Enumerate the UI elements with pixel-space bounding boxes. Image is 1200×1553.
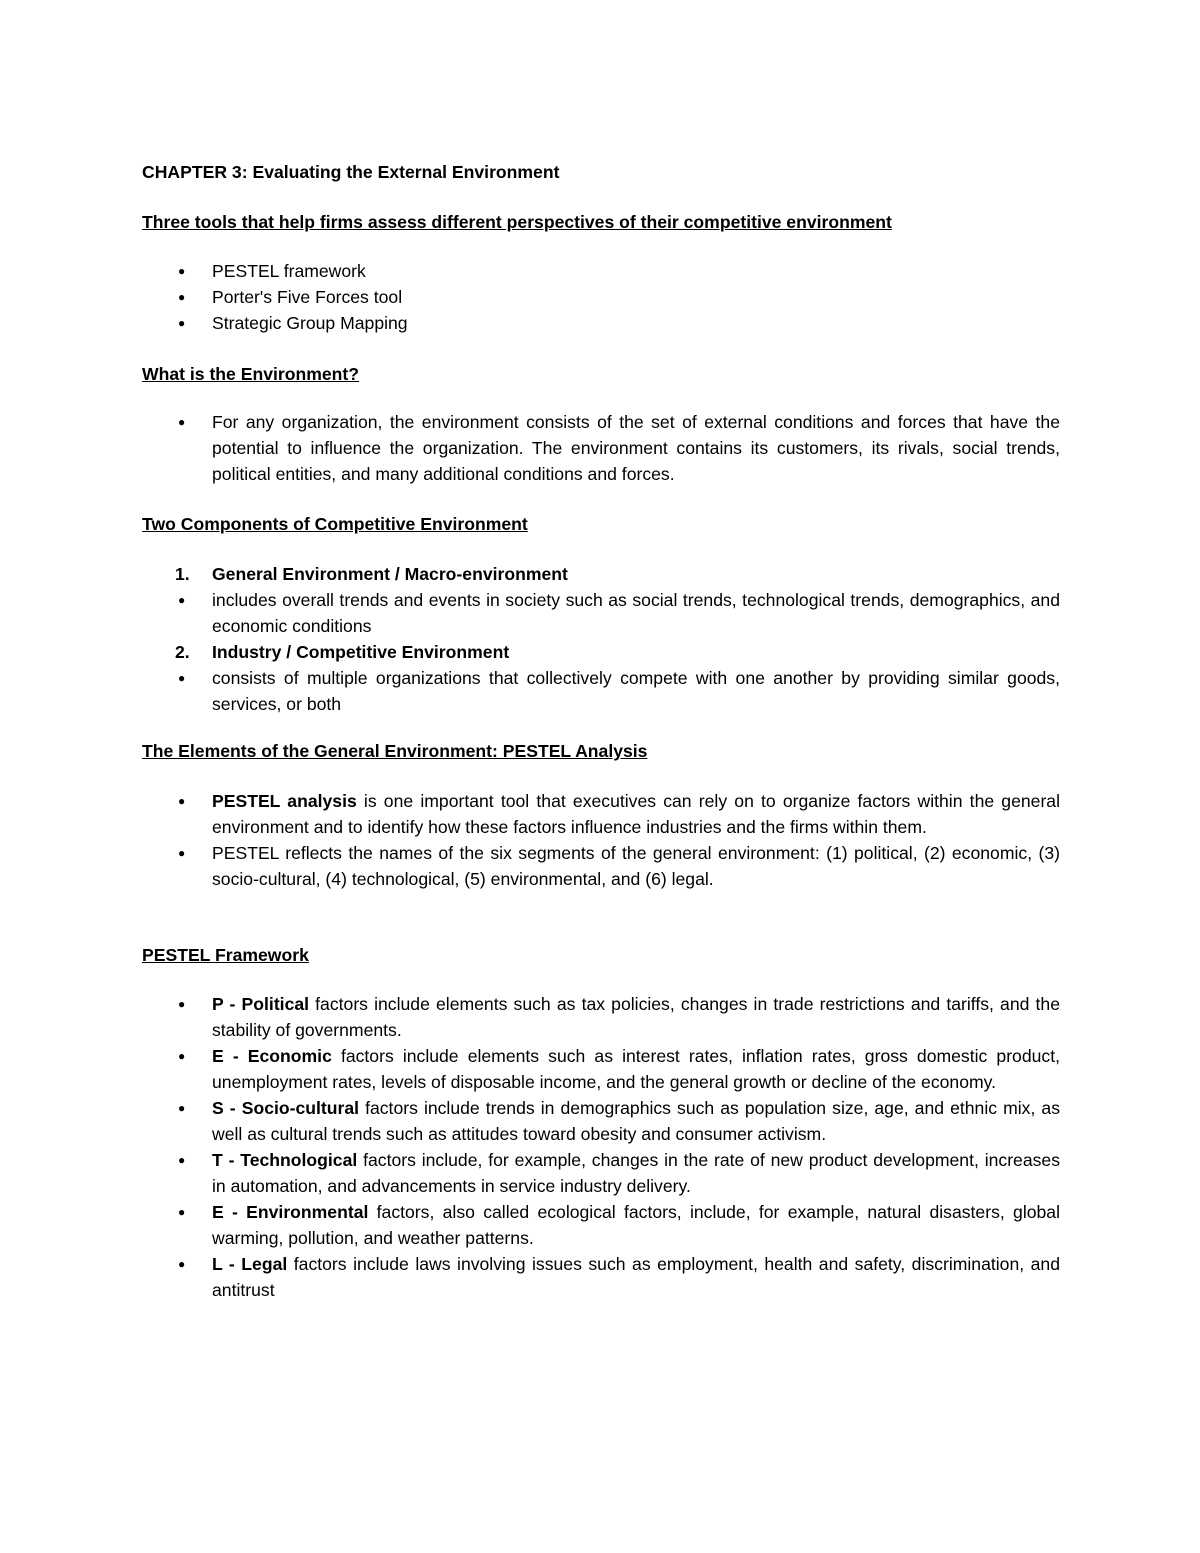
list-item: ● Porter's Five Forces tool	[142, 284, 1060, 310]
bullet-icon: ●	[178, 1101, 186, 1115]
list-item: ● consists of multiple organizations that collectively compete with one another by providing similar goods, services, or both	[142, 665, 1060, 717]
components-list	[142, 561, 1060, 717]
numbered-item: 2. Industry / Competitive Environment	[175, 642, 510, 662]
section-heading-pestel-analysis: The Elements of the General Environment: PESTEL Analysis	[142, 741, 648, 761]
chapter-title: CHAPTER 3: Evaluating the External Environment	[142, 162, 560, 182]
list-item: ● PESTEL reflects the names of the six segments of the general environment: (1) political, (2) economic, (3) socio-cultural, (4) technological, (5) environmental, and (6) legal.	[142, 840, 1060, 892]
list-item: ● PESTEL analysis is one important tool that executives can rely on to organize factors within the general environment and to identify how these factors influence industries and the firms within them.	[142, 788, 1060, 840]
bullet-icon: ●	[178, 1153, 186, 1167]
bullet-icon: ●	[178, 1049, 186, 1063]
list-item: ● L - Legal factors include laws involving issues such as employment, health and safety, discrimination, and antitrust	[142, 1251, 1060, 1303]
list-item: ● includes overall trends and events in society such as social trends, technological trends, demographics, and economic conditions	[142, 587, 1060, 639]
list-item: ● P - Political factors include elements such as tax policies, changes in trade restrictions and tariffs, and the stability of governments.	[142, 991, 1060, 1043]
list-item: ● E - Economic factors include elements such as interest rates, inflation rates, gross domestic product, unemployment rates, levels of disposable income, and the general growth or decline of the economy.	[142, 1043, 1060, 1095]
bullet-icon: ●	[178, 846, 186, 860]
tools-list	[142, 258, 1060, 336]
list-item: ● T - Technological factors include, for example, changes in the rate of new product development, increases in automation, and advancements in service industry delivery.	[142, 1147, 1060, 1199]
section-heading-framework: PESTEL Framework	[142, 945, 309, 965]
bullet-icon: ●	[178, 1205, 186, 1219]
section-heading-environment: What is the Environment?	[142, 364, 360, 384]
list-item: ● PESTEL framework	[142, 258, 1060, 284]
numbered-item: 1. General Environment / Macro-environment	[175, 564, 568, 584]
bullet-icon: ●	[178, 264, 186, 278]
list-item: ● S - Socio-cultural factors include trends in demographics such as population size, age, and ethnic mix, as well as cultural trends such as attitudes toward obesity and consumer activism.	[142, 1095, 1060, 1147]
section-heading-tools: Three tools that help firms assess different perspectives of their competitive environment	[142, 212, 892, 232]
bullet-icon: ●	[178, 593, 186, 607]
bullet-icon: ●	[178, 1257, 186, 1271]
environment-list	[142, 409, 1060, 487]
framework-list	[142, 991, 1060, 1303]
bullet-icon: ●	[178, 997, 186, 1011]
bullet-icon: ●	[178, 290, 186, 304]
bullet-icon: ●	[178, 415, 186, 429]
bullet-icon: ●	[178, 671, 186, 685]
section-heading-components: Two Components of Competitive Environment	[142, 514, 528, 534]
list-item: ● E - Environmental factors, also called ecological factors, include, for example, natural disasters, global warming, pollution, and weather patterns.	[142, 1199, 1060, 1251]
bullet-icon: ●	[178, 316, 186, 330]
pestel-analysis-list	[142, 788, 1060, 892]
bullet-icon: ●	[178, 794, 186, 808]
list-item: ● For any organization, the environment consists of the set of external conditions and forces that have the potential to influence the organization. The environment contains its customers, its rivals, social trends, political entities, and many additional conditions and forces.	[142, 409, 1060, 487]
list-item: ● Strategic Group Mapping	[142, 310, 1060, 336]
